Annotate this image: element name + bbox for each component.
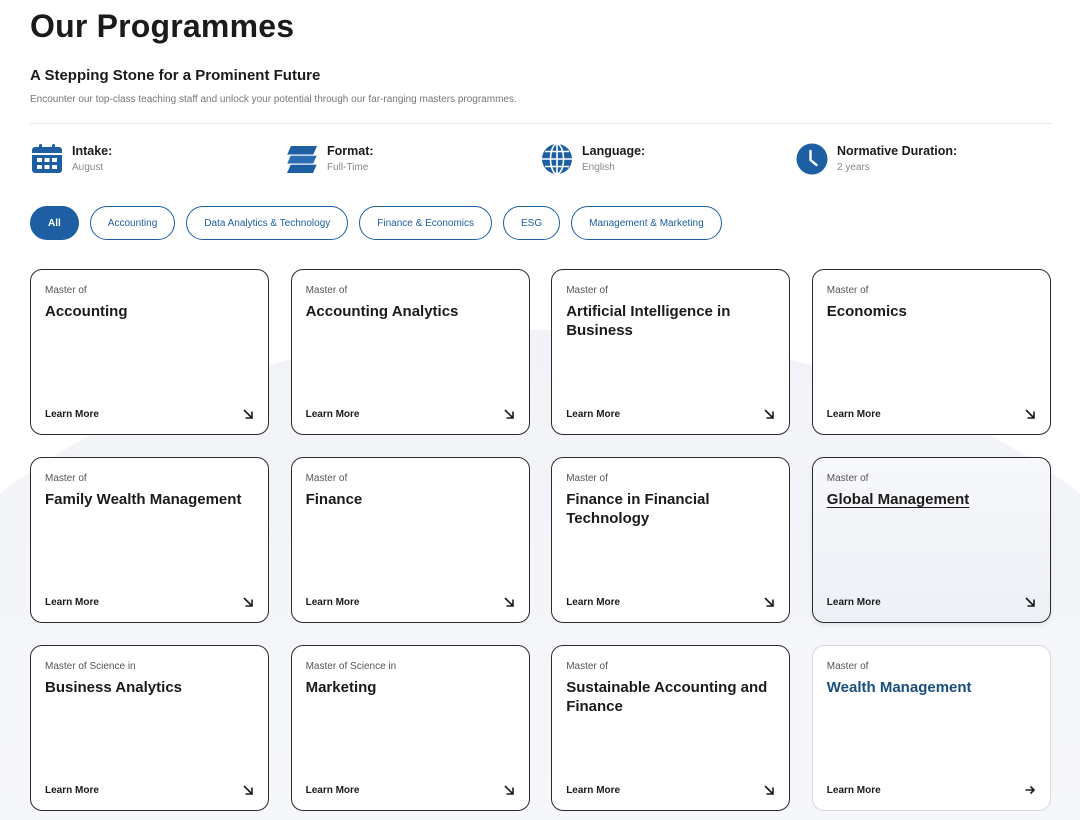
filter-accounting[interactable]: Accounting (90, 206, 175, 240)
programme-name: Global Management (826, 491, 970, 508)
programme-card[interactable] (30, 645, 269, 811)
fact-duration (795, 142, 1050, 176)
learn-more-link[interactable]: Learn More (826, 408, 881, 420)
fact-value: Full-Time (327, 161, 369, 173)
programme-card[interactable] (551, 269, 790, 435)
fact-value: 2 years (837, 161, 870, 173)
filter-all[interactable]: All (30, 206, 79, 240)
programme-name: Accounting Analytics (305, 303, 459, 320)
degree-prefix: Master of Science in (45, 661, 136, 672)
section-subtitle: A Stepping Stone for a Prominent Future (30, 67, 321, 84)
arrow-down-right-icon (503, 408, 515, 420)
arrow-down-right-icon (763, 408, 775, 420)
category-filters (30, 206, 1050, 240)
arrow-down-right-icon (242, 784, 254, 796)
filter-finance-economics[interactable]: Finance & Economics (359, 206, 492, 240)
learn-more-link[interactable]: Learn More (566, 408, 621, 420)
programme-card[interactable] (812, 269, 1051, 435)
fact-label: Intake: (72, 144, 113, 159)
filter-esg[interactable]: ESG (503, 206, 560, 240)
learn-more-link[interactable]: Learn More (45, 784, 99, 796)
programme-name: Finance (305, 491, 363, 508)
programme-grid (30, 269, 1050, 811)
programme-name: Sustainable Accounting and Finance (566, 679, 768, 715)
arrow-down-right-icon (1024, 596, 1036, 608)
fact-intake (30, 142, 285, 176)
fact-format (285, 142, 540, 176)
learn-more-link[interactable]: Learn More (45, 596, 99, 608)
programme-card[interactable] (30, 269, 269, 435)
programme-card[interactable] (551, 457, 790, 623)
learn-more-link[interactable]: Learn More (305, 784, 360, 796)
learn-more-link[interactable]: Learn More (826, 784, 881, 796)
programme-name: Artificial Intelligence in Business (566, 303, 731, 339)
page-title: Our Programmes (30, 8, 295, 44)
degree-prefix: Master of (45, 285, 87, 296)
format-icon (285, 142, 319, 176)
arrow-down-right-icon (763, 596, 775, 608)
fact-label: Language: (582, 144, 646, 159)
degree-prefix: Master of (566, 661, 608, 672)
degree-prefix: Master of (826, 285, 869, 296)
learn-more-link[interactable]: Learn More (45, 408, 99, 420)
learn-more-link[interactable]: Learn More (826, 596, 881, 608)
programme-name: Wealth Management (826, 679, 972, 696)
learn-more-link[interactable]: Learn More (305, 596, 360, 608)
arrow-down-right-icon (1024, 408, 1036, 420)
programme-card[interactable] (551, 645, 790, 811)
degree-prefix: Master of (45, 473, 87, 484)
calendar-icon (30, 142, 64, 176)
degree-prefix: Master of (566, 473, 608, 484)
programme-name: Economics (826, 303, 907, 320)
learn-more-link[interactable]: Learn More (305, 408, 360, 420)
programme-name: Business Analytics (45, 679, 182, 696)
fact-language (540, 142, 795, 176)
degree-prefix: Master of (566, 285, 608, 296)
programme-card[interactable] (291, 457, 530, 623)
degree-prefix: Master of (305, 473, 348, 484)
programme-name: Family Wealth Management (45, 491, 242, 508)
fact-value: August (72, 161, 104, 173)
programme-facts (30, 142, 1050, 176)
globe-icon (540, 142, 574, 176)
arrow-right-icon (1024, 784, 1036, 796)
arrow-down-right-icon (503, 784, 515, 796)
degree-prefix: Master of (826, 661, 869, 672)
programme-name: Finance in Financial Technology (566, 491, 710, 527)
degree-prefix: Master of Science in (305, 661, 397, 672)
divider (30, 123, 1052, 124)
learn-more-link[interactable]: Learn More (566, 596, 621, 608)
programme-card[interactable] (30, 457, 269, 623)
fact-label: Normative Duration: (837, 144, 958, 159)
clock-icon (795, 142, 829, 176)
filter-data-analytics-technology[interactable]: Data Analytics & Technology (186, 206, 348, 240)
arrow-down-right-icon (242, 408, 254, 420)
learn-more-link[interactable]: Learn More (566, 784, 621, 796)
programme-card[interactable] (291, 645, 530, 811)
arrow-down-right-icon (763, 784, 775, 796)
programme-card[interactable] (291, 269, 530, 435)
fact-value: English (582, 161, 615, 173)
programme-card[interactable] (812, 645, 1051, 811)
filter-management-marketing[interactable]: Management & Marketing (571, 206, 722, 240)
arrow-down-right-icon (503, 596, 515, 608)
section-description: Encounter our top-class teaching staff and unlock your potential through our far-ranging masters programmes. (30, 94, 517, 105)
programme-name: Marketing (305, 679, 377, 696)
degree-prefix: Master of (305, 285, 348, 296)
programme-card[interactable] (812, 457, 1051, 623)
degree-prefix: Master of (826, 473, 869, 484)
fact-label: Format: (327, 144, 374, 159)
arrow-down-right-icon (242, 596, 254, 608)
programme-name: Accounting (45, 303, 128, 320)
